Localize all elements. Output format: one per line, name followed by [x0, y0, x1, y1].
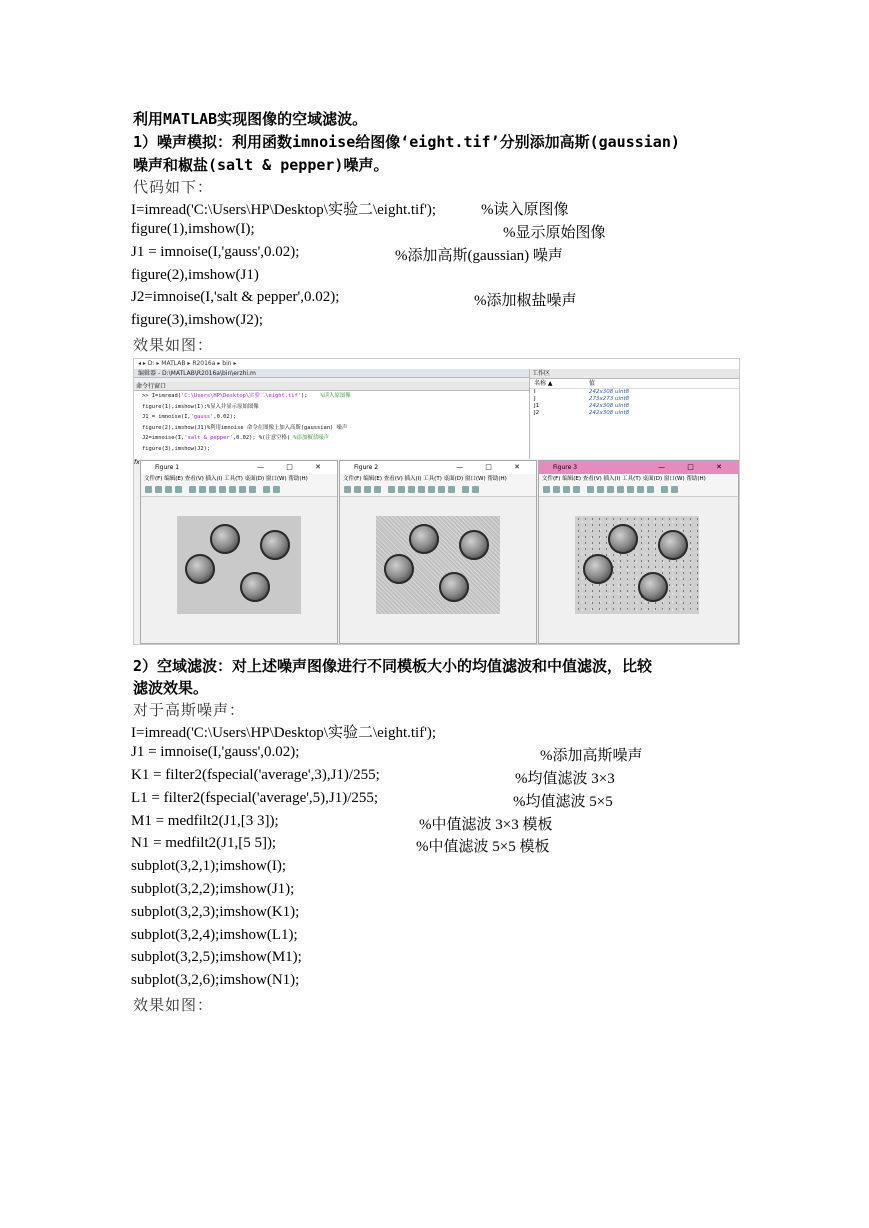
- s2-code-line-12: subplot(3,2,6);imshow(N1);: [131, 972, 300, 988]
- ws-name-header[interactable]: 名称 ▲: [534, 380, 553, 387]
- window-controls[interactable]: — □ ✕: [456, 463, 530, 471]
- editor-title-bar: 编辑器 - D:\MATLAB\R2016a\bin\erzhi.m: [134, 369, 529, 378]
- new-icon[interactable]: [344, 486, 351, 493]
- save-icon[interactable]: [364, 486, 371, 493]
- salt-pepper-noise-image: [575, 516, 699, 614]
- legend-icon[interactable]: [273, 486, 280, 493]
- s1-code-line-2: figure(1),imshow(I);: [131, 221, 255, 237]
- open-icon[interactable]: [155, 486, 162, 493]
- s2-code-comment-6: %中值滤波 5×5 模板: [416, 839, 550, 855]
- ws-var-row[interactable]: J2 242x308 uint8: [534, 410, 630, 416]
- matlab-screenshot: [133, 358, 740, 645]
- section1-intro: 代码如下：: [133, 178, 214, 196]
- legend-icon[interactable]: [472, 486, 479, 493]
- ws-value-header[interactable]: 值: [589, 380, 596, 387]
- section1-title-line1: 1）噪声模拟：利用函数imnoise给图像‘eight.tif’分别添加高斯(gaussian): [133, 133, 680, 151]
- figure-title: Figure 3: [553, 464, 578, 471]
- open-icon[interactable]: [553, 486, 560, 493]
- s2-code-line-6: N1 = medfilt2(J1,[5 5]);: [131, 835, 277, 851]
- cmd-line-1: >> I=imread('C:\Users\HP\Desktop\实验二\eight.tif'); %读入原图像: [142, 393, 351, 399]
- command-window-title: 命令行窗口: [134, 382, 529, 391]
- s2-code-line-7: subplot(3,2,1);imshow(I);: [131, 858, 286, 874]
- s1-code-line-4: figure(2),imshow(J1): [131, 267, 259, 283]
- zoom-in-icon[interactable]: [199, 486, 206, 493]
- section2-intro: 对于高斯噪声：: [133, 701, 246, 719]
- s1-code-comment-5: %添加椒盐噪声: [474, 293, 577, 309]
- colorbar-icon[interactable]: [661, 486, 668, 493]
- datacursor-icon[interactable]: [438, 486, 445, 493]
- pointer-icon[interactable]: [189, 486, 196, 493]
- colorbar-icon[interactable]: [462, 486, 469, 493]
- figure-toolbar[interactable]: [340, 484, 536, 497]
- window-controls[interactable]: — □ ✕: [257, 463, 331, 471]
- figure-toolbar[interactable]: [141, 484, 337, 497]
- brush-icon[interactable]: [249, 486, 256, 493]
- gaussian-noise-image: [376, 516, 500, 614]
- cmd-line-5: J2=imnoise(I,'salt & pepper',0.02); %(注意空格) %添加椒盐噪声: [142, 435, 329, 441]
- figure-menu-bar[interactable]: 文件(F) 编辑(E) 查看(V) 插入(I) 工具(T) 桌面(D) 窗口(W) 帮助(H): [539, 474, 738, 484]
- zoom-out-icon[interactable]: [408, 486, 415, 493]
- s2-code-line-5: M1 = medfilt2(J1,[3 3]);: [131, 813, 279, 829]
- rotate-icon[interactable]: [428, 486, 435, 493]
- cmd-line-6: figure(3),imshow(J2);: [142, 445, 211, 452]
- s1-code-line-5: J2=imnoise(I,'salt & pepper',0.02);: [131, 289, 340, 305]
- s2-code-line-8: subplot(3,2,2);imshow(J1);: [131, 881, 295, 897]
- section1-effect: 效果如图：: [133, 336, 214, 354]
- print-icon[interactable]: [573, 486, 580, 493]
- s2-code-comment-5: %中值滤波 3×3 模板: [419, 817, 553, 833]
- print-icon[interactable]: [175, 486, 182, 493]
- new-icon[interactable]: [145, 486, 152, 493]
- s2-code-line-3: K1 = filter2(fspecial('average',3),J1)/255;: [131, 767, 380, 783]
- pan-icon[interactable]: [219, 486, 226, 493]
- document-heading: 利用MATLAB实现图像的空域滤波。: [133, 110, 368, 128]
- brush-icon[interactable]: [448, 486, 455, 493]
- fx-prompt-icon: fx: [134, 459, 140, 466]
- datacursor-icon[interactable]: [637, 486, 644, 493]
- ws-var-row[interactable]: I 242x308 uint8: [534, 389, 630, 395]
- section2-title-line1: 2）空域滤波：对上述噪声图像进行不同模板大小的均值滤波和中值滤波，比较: [133, 657, 653, 675]
- ws-var-row[interactable]: J 273x273 uint8: [534, 396, 630, 402]
- path-bar: ◂ ▸ D: ▸ MATLAB ▸ R2016a ▸ bin ▸: [134, 359, 739, 369]
- save-icon[interactable]: [165, 486, 172, 493]
- pointer-icon[interactable]: [587, 486, 594, 493]
- workspace-title: 工作区: [530, 369, 740, 379]
- zoom-out-icon[interactable]: [209, 486, 216, 493]
- figure-menu-bar[interactable]: 文件(F) 编辑(E) 查看(V) 插入(I) 工具(T) 桌面(D) 窗口(W) 帮助(H): [340, 474, 536, 484]
- s2-code-line-9: subplot(3,2,3);imshow(K1);: [131, 904, 300, 920]
- figure-toolbar[interactable]: [539, 484, 738, 497]
- s2-code-comment-3: %均值滤波 3×3: [515, 771, 615, 787]
- cmd-line-2: figure(1),imshow(I);%显入并显示原始图像: [142, 403, 259, 410]
- zoom-out-icon[interactable]: [607, 486, 614, 493]
- pointer-icon[interactable]: [388, 486, 395, 493]
- s2-code-line-11: subplot(3,2,5);imshow(M1);: [131, 949, 302, 965]
- zoom-in-icon[interactable]: [398, 486, 405, 493]
- brush-icon[interactable]: [647, 486, 654, 493]
- rotate-icon[interactable]: [627, 486, 634, 493]
- section1-title-line2: 噪声和椒盐(salt & pepper)噪声。: [133, 156, 389, 174]
- figure-window-2[interactable]: [339, 460, 537, 644]
- cmd-line-3: J1 = imnoise(I,'gauss',0.02);: [142, 414, 237, 420]
- colorbar-icon[interactable]: [263, 486, 270, 493]
- s2-code-line-1: I=imread('C:\Users\HP\Desktop\实验二\eight.tif');: [131, 725, 437, 741]
- figure-window-1[interactable]: [140, 460, 338, 644]
- legend-icon[interactable]: [671, 486, 678, 493]
- s2-code-line-2: J1 = imnoise(I,'gauss',0.02);: [131, 744, 300, 760]
- datacursor-icon[interactable]: [239, 486, 246, 493]
- cmd-line-4: figure(2),imshow(J1)%利用imnoise 命令在图像上加入高斯(gaussian) 噪声: [142, 424, 348, 431]
- figure-title: Figure 2: [354, 464, 379, 471]
- workspace-panel[interactable]: [529, 369, 740, 459]
- s2-code-comment-2: %添加高斯噪声: [540, 748, 643, 764]
- zoom-in-icon[interactable]: [597, 486, 604, 493]
- figure-menu-bar[interactable]: 文件(F) 编辑(E) 查看(V) 插入(I) 工具(T) 桌面(D) 窗口(W) 帮助(H): [141, 474, 337, 484]
- s1-code-line-6: figure(3),imshow(J2);: [131, 312, 264, 328]
- s1-code-comment-3: %添加高斯(gaussian) 噪声: [395, 248, 563, 264]
- figure-title: Figure 1: [155, 464, 180, 471]
- print-icon[interactable]: [374, 486, 381, 493]
- pan-icon[interactable]: [617, 486, 624, 493]
- new-icon[interactable]: [543, 486, 550, 493]
- section2-effect: 效果如图：: [133, 996, 214, 1014]
- s1-code-line-3: J1 = imnoise(I,'gauss',0.02);: [131, 244, 300, 260]
- open-icon[interactable]: [354, 486, 361, 493]
- window-controls[interactable]: — □ ✕: [658, 463, 732, 471]
- s2-code-line-4: L1 = filter2(fspecial('average',5),J1)/255;: [131, 790, 379, 806]
- command-window[interactable]: [134, 391, 529, 459]
- rotate-icon[interactable]: [229, 486, 236, 493]
- ws-var-row[interactable]: J1 242x308 uint8: [534, 403, 630, 409]
- s1-code-comment-2: %显示原始图像: [503, 225, 606, 241]
- s1-code-comment-1: %读入原图像: [481, 202, 569, 218]
- s2-code-line-10: subplot(3,2,4);imshow(L1);: [131, 927, 298, 943]
- pan-icon[interactable]: [418, 486, 425, 493]
- section2-title-line2: 滤波效果。: [133, 679, 209, 697]
- save-icon[interactable]: [563, 486, 570, 493]
- s2-code-comment-4: %均值滤波 5×5: [513, 794, 613, 810]
- figure-window-3[interactable]: [538, 460, 739, 644]
- coins-image: [177, 516, 301, 614]
- s1-code-line-1: I=imread('C:\Users\HP\Desktop\实验二\eight.tif');: [131, 202, 437, 218]
